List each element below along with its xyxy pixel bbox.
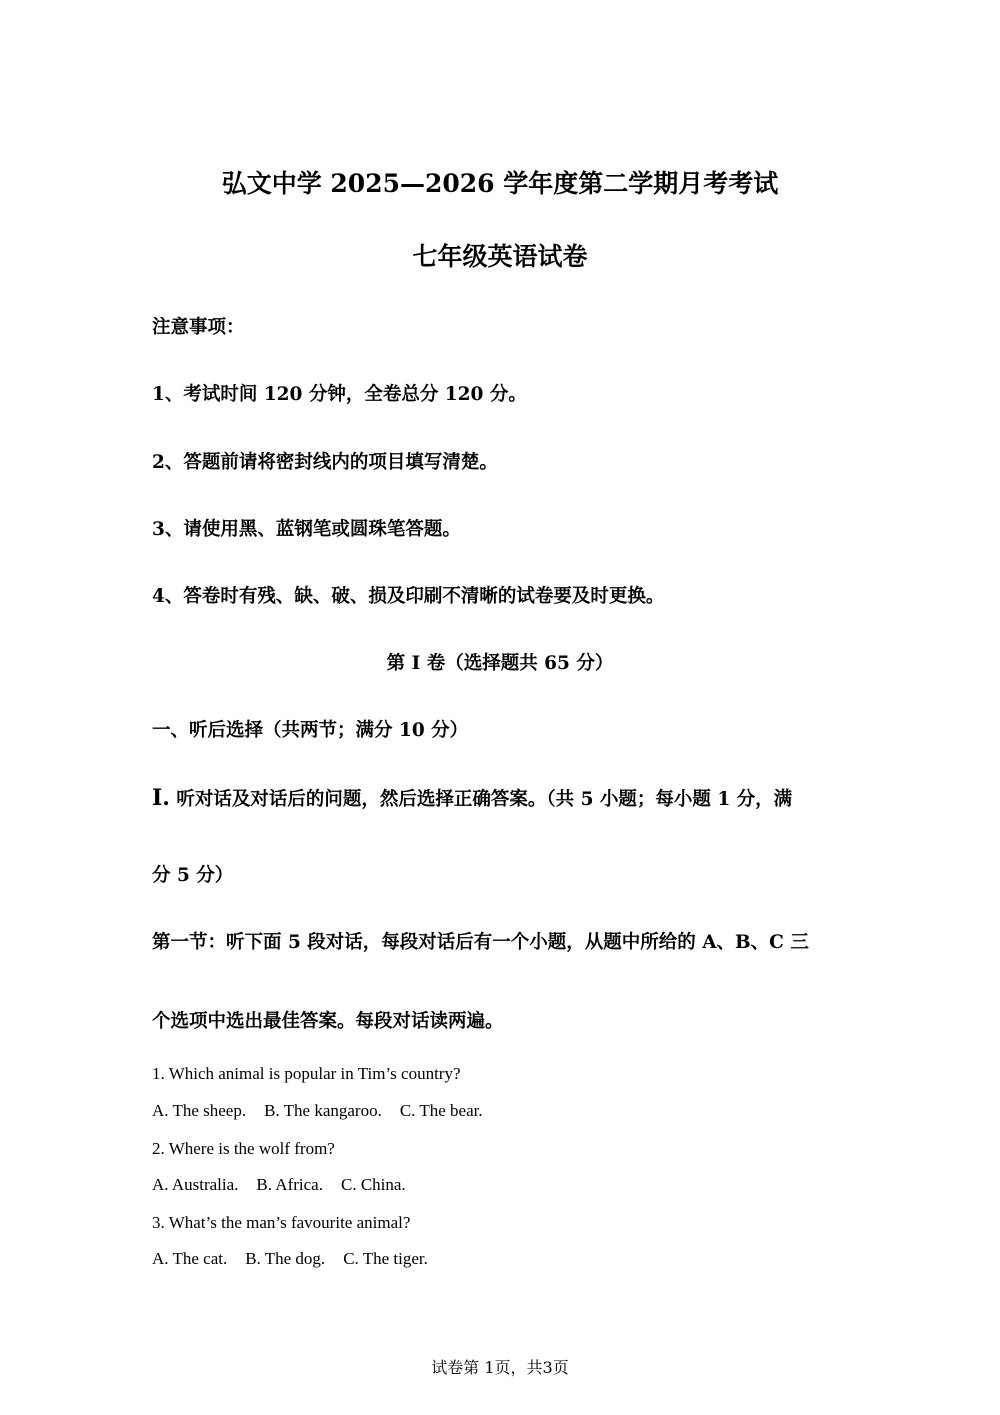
section-instruction-cont: 分 5 分） — [152, 865, 234, 886]
instruction-text: 听对话及对话后的问题，然后选择正确答案。（共 5 小题；每小题 1 分，满 — [169, 789, 793, 810]
section-heading: 一、听后选择（共两节；满分 10 分） — [152, 720, 469, 741]
section-instruction — [152, 784, 852, 814]
option-a: A. Australia. — [152, 1175, 239, 1194]
option-a: A. The cat. — [152, 1249, 228, 1268]
exam-subtitle: 七年级英语试卷 — [412, 242, 588, 271]
option-c: C. The bear. — [399, 1101, 483, 1120]
question-options — [152, 1099, 852, 1123]
notice-item: 4、答卷时有残、缺、破、损及印刷不清晰的试卷要及时更换。 — [152, 586, 665, 607]
option-b: B. The kangaroo. — [264, 1101, 382, 1120]
option-a: A. The sheep. — [152, 1101, 247, 1120]
option-b: B. The dog. — [245, 1249, 326, 1268]
option-c: C. China. — [340, 1175, 406, 1194]
notice-item: 1、考试时间 120 分钟，全卷总分 120 分。 — [152, 384, 527, 405]
question-text: 2. Where is the wolf from? — [152, 1139, 335, 1158]
subsection-heading-cont: 个选项中选出最佳答案。每段对话读两遍。 — [152, 1011, 504, 1032]
roman-numeral: I. — [152, 785, 170, 811]
option-b: B. Africa. — [256, 1175, 323, 1194]
subsection-heading: 第一节：听下面 5 段对话，每段对话后有一个小题，从题中所给的 A、B、C 三 — [152, 932, 809, 953]
question-text: 3. What’s the man’s favourite animal? — [152, 1213, 411, 1232]
question-options — [152, 1247, 852, 1271]
notice-heading: 注意事项： — [152, 317, 245, 338]
notice-item: 2、答题前请将密封线内的项目填写清楚。 — [152, 452, 498, 473]
question-text: 1. Which animal is popular in Tim’s country? — [152, 1064, 461, 1083]
question-options — [152, 1173, 852, 1197]
option-c: C. The tiger. — [343, 1249, 428, 1268]
page-footer: 试卷第 1页，共3页 — [431, 1358, 569, 1377]
exam-title: 弘文中学 2025—2026 学年度第二学期月考考试 — [221, 169, 779, 198]
part-title: 第 Ⅰ 卷（选择题共 65 分） — [386, 653, 614, 674]
notice-item: 3、请使用黑、蓝钢笔或圆珠笔答题。 — [152, 519, 461, 540]
